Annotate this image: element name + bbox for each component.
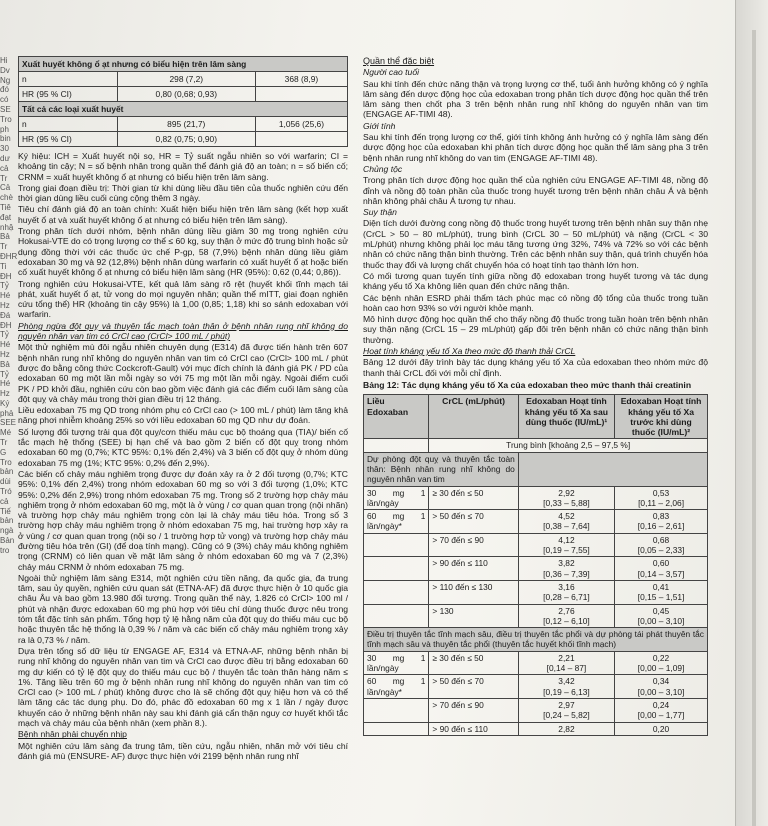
crcl-cell: ≥ 30 đến ≤ 50 [429,651,518,675]
margin-fragment: Hé [0,340,11,350]
crcl-cell: > 50 đến ≤ 70 [429,675,518,699]
post-value: 2,97 [558,699,575,710]
margin-fragment: Tro [0,114,12,124]
column-header: Edoxaban Hoạt tính kháng yếu tố Xa trước khi dùng thuốc (IU/mL)² [615,395,708,439]
table-cell: 1,056 (25,6) [255,117,347,132]
post-ci: [0,14 – 87] [546,663,587,674]
paragraph: Trong giai đoạn điều trị: Thời gian từ khi dùng liều đầu tiên của thuốc nghiên cứu đến thời gian dùng liều cuối cùng cộng thêm 3 ngày. [18,182,348,204]
paragraph: Sau khi tính đến trọng lượng cơ thể, giới tính không ảnh hưởng có ý nghĩa lâm sàng đến dược động học của edoxaban khi phân tích dược động học quần thể lâm sàng pha 3 trên bệnh nhân rung nhĩ không do van tim (ENGAGE AF-TIMI 48). [363,132,708,163]
margin-fragment: nhậ [0,222,14,232]
margin-fragment: Bản [0,536,15,546]
pre-ci: [0,00 – 1,09] [637,663,685,674]
dose-cell [364,557,429,581]
page-edge-line [752,30,756,826]
margin-fragment: Ng [0,75,11,85]
table-row [364,510,708,534]
post-value: 3,82 [558,558,575,569]
subheading: Hoạt tính kháng yếu tố Xa theo mức độ thanh thải CrCL [363,346,576,357]
pre-value: 0,41 [652,581,670,592]
pre-value-cell [615,651,708,675]
margin-fragment: Dv [0,65,10,75]
post-value-cell [518,486,614,510]
pre-value-cell [615,580,708,604]
post-ci: [0,12 – 6,10] [543,615,590,626]
margin-fragment: ĐHR [0,251,18,261]
subheading: Chủng tộc [363,163,403,174]
table-cell: 0,80 (0,68; 0,93) [117,87,255,102]
crcl-cell: > 90 đến ≤ 110 [429,557,518,581]
abbreviation-note: Ký hiệu: ICH = Xuất huyết nội sọ, HR = Tỷ suất ngẫu nhiên so với warfarin; CI = khoảng tin cậy; N = số bệnh nhân trong quần thể đánh giá độ an toàn; n = số biến cố; CRNM = xuất huyết không ổ ạt nhưng có biểu hiện trên lâm sàng. [18,151,348,182]
pre-value: 0,53 [652,487,670,498]
margin-fragment: ĐH [0,320,12,330]
margin-fragment: Cả [0,183,11,193]
subheading: Suy thận [363,207,397,218]
post-value-cell [518,698,614,722]
margin-fragment: ĐH [0,271,12,281]
pre-ci: [0,16 – 2,61] [637,521,685,532]
paragraph: Số lượng đối tượng trải qua đột quỵ/cơn thiếu máu cục bộ thoáng qua (TIA)/ biến cố tắc mạch hệ thống (SEE) bị hạn chế và bao gồm 2 biến cố đột quỵ trong nhóm edoxaban 60 mg (0,7%; KTC 95%: 0,1% đến 2,4%) và 3 biến cố đột quỵ ở nhóm dùng edoxaban 75 mg (1%; KTC 95%: 0,2% đến 2,9%). [18,426,348,468]
paragraph: Một nghiên cứu lâm sàng đa trung tâm, tiền cứu, ngẫu nhiên, nhãn mở với tiêu chí đánh giá mù (ENSURE- AF) được thực hiện với 2199 bệnh nhân rung nhĩ [18,740,348,761]
margin-fragment: Hi [0,56,8,65]
paragraph: Tiêu chí đánh giá độ an toàn chính: Xuất hiện biểu hiện trên lâm sàng (kết hợp xuất huyết ổ ạt và xuất huyết không ổ ạt nhưng có biểu hiện trên lâm sàng). [18,204,348,225]
table-row [19,87,348,102]
pre-value: 0,34 [652,676,670,687]
margin-fragment: Tỷ [0,330,9,340]
post-ci: [0,19 – 6,13] [543,686,590,697]
pre-ci: [0,00 – 3,10] [637,615,685,626]
post-value: 3,42 [558,676,575,687]
table-cell: HR (95 % CI) [19,87,118,102]
margin-fragment: Hé [0,291,11,301]
paragraph: Có mối tương quan tuyến tính giữa nồng độ edoxaban trong huyết tương và tác dụng kháng yếu tố Xa không liên quan đến chức năng thận. [363,270,708,292]
pre-value-cell [615,722,708,735]
paragraph: Một thử nghiệm mù đôi ngẫu nhiên chuyên dụng (E314) đã được tiến hành trên 607 bệnh nhân rung nhĩ không do nguyên nhân van tim có CrCl cao (CrCl> 100 mL / phút được đo bằng công thức Cockcroft-Gault) với mục đích chính là đánh giá PK / PD của edoxaban 60 mg một lần mỗi ngày so với 75 mg một lần mỗi ngày. Ngoài điểm cuối PK / PD khởi đầu, nghiên cứu còn bao gồm việc đánh giá các điểm cuối lâm sàng của đột quỵ và chảy máu trong thời gian điều trị 12 tháng. [18,342,348,404]
section-heading: Quần thể đặc biệt [363,56,435,66]
margin-fragment: đạt [0,212,12,222]
dose-cell [364,698,429,722]
dose-cell [364,722,429,735]
post-value-cell [518,557,614,581]
margin-fragment: Tro [0,457,12,467]
crcl-cell: > 70 đến ≤ 90 [429,698,518,722]
post-value: 2,92 [558,487,575,498]
dose-cell: 30 mg 1 lần/ngày [364,486,429,510]
crcl-cell: > 50 đến ≤ 70 [429,510,518,534]
table-row [364,580,708,604]
margin-fragment: Tr [0,242,8,252]
table-cell: n [19,117,118,132]
pre-value-cell [615,533,708,557]
table-row [364,675,708,699]
subheading: Giới tính [363,120,396,131]
left-margin-fragments [0,56,18,826]
paragraph: Trong phân tích dược động học quần thể của nghiên cứu ENGAGE AF-TIMI 48, nồng độ đỉnh và nồng độ toàn phần của thuốc trong huyết tương trên bệnh nhân châu Á và bệnh nhân không phải châu Á tương tự nhau. [363,175,708,206]
column-header: Edoxaban Hoạt tính kháng yếu tố Xa sau dùng thuốc (IU/mL)¹ [518,395,614,439]
margin-fragment: ph [0,124,9,134]
table-section-label: Xuất huyết không ổ ạt nhưng có biểu hiện trên lâm sàng [19,57,348,72]
table-section-label: Điều trị thuyên tắc tĩnh mạch sâu, điều trị thuyên tắc phổi và dự phòng tái phát thuyên tắc tĩnh mạch sâu và thuyên tắc phổi (thuyên tắc huyết khối tĩnh mạch) [364,628,708,652]
table-row [19,117,348,132]
table-row [364,486,708,510]
margin-fragment: Tr [0,438,8,448]
pre-value-cell [615,604,708,628]
post-ci: [0,36 – 7,39] [543,568,590,579]
margin-fragment: đó [0,85,9,95]
dose-cell [364,580,429,604]
table-row [19,132,348,147]
post-ci: [0,38 – 7,64] [543,521,590,532]
margin-fragment: SEE [0,418,17,428]
table-row [19,102,348,117]
pre-value: 0,20 [652,723,670,734]
post-ci: [0,24 – 5,82] [543,710,590,721]
margin-fragment: Tr [0,173,8,183]
paragraph: Bảng 12 dưới đây trình bày tác dụng kháng yếu tố Xa của edoxaban theo nhóm mức độ thanh thải CrCL đối với mỗi chỉ định. [363,357,708,378]
table-header-row [364,395,708,439]
margin-fragment: Tiế [0,506,11,516]
margin-fragment: cả [0,163,9,173]
margin-fragment: dư [0,153,10,163]
pre-value: 0,68 [652,534,670,545]
section-heading: Bệnh nhân phải chuyển nhịp [18,729,127,740]
column-header: Liều Edoxaban [364,395,429,439]
post-value: 2,76 [558,605,575,616]
pre-ci: [0,11 – 2,06] [638,497,685,508]
post-value: 2,82 [558,723,575,734]
pre-value-cell [615,675,708,699]
pre-value-cell [615,557,708,581]
margin-fragment: Tiê [0,202,11,212]
margin-fragment: dùi [0,477,11,487]
margin-fragment: bin [0,134,11,144]
column-header: CrCL (mL/phút) [429,395,518,439]
paragraph: Mô hình dược động học quần thể cho thấy nồng độ thuốc trong tuần hoàn trên bệnh nhân suy thận nặng (CrCL 15 – 29 mL/phút) gấp đôi trên bệnh nhân có chức năng thận bình thường. [363,314,708,345]
dose-cell: 30 mg 1 lần/ngày [364,651,429,675]
post-value-cell [518,604,614,628]
post-ci: [0,28 – 6,71] [543,592,590,603]
crcl-cell: > 90 đến ≤ 110 [429,722,518,735]
margin-fragment: phả [0,408,14,418]
margin-fragment: Ti [0,261,7,271]
table-cell [255,87,347,102]
bleeding-table [18,56,348,147]
table-cell: n [19,72,118,87]
post-value-cell [518,510,614,534]
table-caption: Bảng 12: Tác dụng kháng yếu tố Xa của edoxaban theo mức thanh thải creatinin [363,379,692,390]
table-row [364,452,708,486]
paragraph: Trong phân tích dưới nhóm, bệnh nhân dùng liều giảm 30 mg trong nghiên cứu Hokusai-VTE do có trọng lượng cơ thể ≤ 60 kg, suy thận ở mức độ trung bình hoặc sử dụng đồng thời với các thuốc ức chế P-gp, 58 (7,9%) bệnh nhân dùng liều giảm edoxaban 30 mg và 92 (12,8%) bệnh nhân dùng warfarin có xuất huyết ổ ạt hoặc biến cố xuất huyết không ổ ạt nhưng có biểu hiện lâm sàng (HR (95%): 0,62 (0,44; 0,86)). [18,226,348,278]
table-cell: 298 (7,2) [117,72,255,87]
post-ci: [0,33 – 5,88] [543,497,590,508]
post-value: 3,16 [558,581,575,592]
pre-ci: [0,05 – 2,33] [637,545,685,556]
paragraph: Các biến cố chảy máu nghiêm trọng được dự đoán xảy ra ở 2 đối tượng (0,7%; KTC 95%: 0,1% đến 2,4%) trong nhóm edoxaban 60 mg so với 3 đối tượng (1,0%; KTC 95%: 0,2% đến 2,9%) trong nhóm edoxaban 75 mg. Trong số 2 trường hợp chảy máu nghiêm trọng ở nhóm edoxaban 60 mg, một là ở vùng / cơ quan quan trọng (nội nhãn) và trường hợp chảy máu nghiêm trọng còn lại là chảy máu tiêu hóa. Trong số 3 trường hợp chảy máu nghiêm trọng ở nhóm edoxaban 75 mg, hai trường hợp xảy ra ở vùng / cơ quan quan trọng (nội sọ / 1 trường hợp tử vong) và trường hợp chảy máu đường tiêu hóa trên (GI) (để doạ tính mạng). Cũng có 9 (3%) chảy máu không nghiêm trọng (CRNM) có liên quan về mặt lâm sàng ở nhóm edoxaban 60 mg và 7 (2,3%) chảy máu CRNM ở nhóm edoxaban 75 mg. [18,468,348,572]
table-row [19,57,348,72]
paragraph: Trong nghiên cứu Hokusai-VTE, kết quả lâm sàng rõ rệt (huyết khối tĩnh mạch tái phát, xuất huyết ổ ạt, tử vong do mọi nguyên nhân; quần thể mITT, giai đoạn nghiên cứu tổng thể) HR (khoảng tin cậy 95%) là 1,00 (0,85; 1,18) khi so sánh edoxaban với warfarin. [18,278,348,320]
table-cell [255,132,347,147]
section-heading: Phòng ngừa đột quỵ và thuyên tắc mạch toàn thân ở bệnh nhân rung nhĩ không do nguyên nhân van tim có CrCl cao (CrCl> 100 mL / phút) [18,320,348,342]
pre-value-cell [615,510,708,534]
post-value-cell [518,580,614,604]
paragraph: Dựa trên tổng số dữ liệu từ ENGAGE AF, E314 và ETNA-AF, những bệnh nhân bị rung nhĩ không do nguyên nhân van tim và CrCl cao được điều trị bằng edoxaban 60 mg dự kiến có tỷ lệ đột quỵ do thiếu máu cục bộ / thuyên tắc toàn thân hàng năm ≤ 1%. Tăng liều trên 60 mg ở bệnh nhân rung nhĩ không do nguyên nhân van tim có CrCl cao (> 100 mL / phút) không được cho là sẽ chống đột quỵ hiệu hơn và có thể làm tăng các tác dụng phụ. Do đó, phác đồ edoxaban 60 mg x 1 lần / ngày được khuyến cáo ở những bệnh nhân này sau khi đánh giá cẩn thận nguy cơ huyết khối tắc mạch và chảy máu của bệnh nhân (xem phần 8.). [18,645,348,729]
table-row [19,72,348,87]
dose-cell [364,604,429,628]
table-row [364,698,708,722]
margin-fragment: Tró [0,487,12,497]
crcl-cell: ≥ 30 đến ≤ 50 [429,486,518,510]
table-row [364,628,708,652]
paragraph: Liều edoxaban 75 mg QD trong nhóm phụ có CrCl cao (> 100 mL / phút) làm tăng khả năng phơi nhiễm khoảng 25% so với liều edoxaban 60 mg QD như dự đoán. [18,405,348,426]
paragraph: Ngoài thử nghiệm lâm sàng E314, một nghiên cứu tiền năng, đa quốc gia, đa trung tâm, sau ủy quyền, nghiên cứu quan sát (ETNA-AF) đã được thực hiện ở 10 quốc gia châu Âu và bao gồm 13.980 đối tượng. Trong quần thể này, 1.826 có CrCl> 100 ml / phút và nhận được edoxaban 60 mg phù hợp với tiêu chí dùng thuốc được nêu trong tóm tắt đặc tính sản phẩm. Tổng hợp tỷ lệ hằng năm của đột quỵ do thiếu máu cục bộ hoặc thuyên tắc hệ thống là 0,39 % / năm và các biến cố chảy máu nghiêm trọng xảy ra là 0,73 % / năm. [18,572,348,645]
table-cell: HR (95 % CI) [19,132,118,147]
table-row [364,722,708,735]
right-column [363,56,708,826]
pre-value: 0,60 [652,558,670,569]
pre-value: 0,45 [652,605,670,616]
pre-ci: [0,00 – 3,10] [637,686,685,697]
paragraph: Các bệnh nhân ESRD phải thẩm tách phúc mạc có nồng độ tổng của thuốc trong tuần hoàn cao hơn 93% so với người khỏe mạnh. [363,292,708,313]
crcl-cell: > 110 đến ≤ 130 [429,580,518,604]
margin-fragment: Tỷ [0,281,9,291]
crcl-cell: > 70 đến ≤ 90 [429,533,518,557]
margin-fragment: bản [0,467,14,477]
post-value-cell [518,722,614,735]
table-cell [518,452,707,486]
table-cell [364,439,429,452]
pre-ci: [0,00 – 1,77] [637,710,685,721]
table-row [364,557,708,581]
margin-fragment: ngà [0,526,14,536]
pre-value-cell [615,698,708,722]
margin-fragment: Đá [0,310,11,320]
margin-fragment: tro [0,545,10,555]
margin-fragment: Tỷ [0,369,9,379]
margin-fragment: bản [0,516,14,526]
post-value: 4,12 [558,534,575,545]
post-value: 4,52 [558,511,575,522]
table-cell: 368 (8,9) [255,72,347,87]
margin-fragment: Hz [0,349,10,359]
table-section-label: Dự phòng đột quỵ và thuyên tắc toàn thân: Bệnh nhân rung nhĩ không do nguyên nhân van tim [364,452,519,486]
margin-fragment: SE [0,104,11,114]
dose-cell: 60 mg 1 lần/ngày* [364,675,429,699]
table-body-vte [364,651,708,735]
margin-fragment: Hz [0,389,10,399]
post-ci: [0,19 – 7,55] [543,545,590,556]
table-row [364,651,708,675]
table-cell: 0,82 (0,75; 0,90) [117,132,255,147]
table-cell: 895 (21,7) [117,117,255,132]
pre-value-cell [615,486,708,510]
pre-ci: [0,14 – 3,57] [637,568,685,579]
table-row [364,533,708,557]
post-value: 2,21 [558,652,575,663]
margin-fragment: Bả [0,232,10,242]
margin-fragment: cả [0,496,9,506]
table-row [364,604,708,628]
paragraph: Sau khi tính đến chức năng thận và trọng lượng cơ thể, tuổi ảnh hưởng không có ý nghĩa lâm sàng đến dược động học của edoxaban trong phân tích dược động học quần thể trên lâm sàng then chốt pha 3 trên bệnh nhân rung nhĩ không do nguyên nhân van tim (ENGAGE AF-TIMI 48). [363,78,708,120]
dose-cell: 60 mg 1 lần/ngày* [364,510,429,534]
margin-fragment: chè [0,193,13,203]
table-row [364,439,708,452]
pre-value: 0,24 [652,699,670,710]
paragraph: Diện tích dưới đường cong nồng độ thuốc trong huyết tương trên bệnh nhân suy thận nhẹ (CrCL > 50 – 80 mL/phút), trung bình (CrCL 30 – 50 mL/phút) và nặng (CrCL < 30 mL/phút) nhưng không phải lọc máu tăng tương ứng 32%, 74% và 72% so với các bệnh nhân có chức năng thận bình thường. Trên các bệnh nhân suy thận, quá trình chuyển hóa thuốc thay đổi và lượng chất chuyển hóa có hoạt tính tạo thành lớn hơn. [363,218,708,270]
margin-fragment: Ký [0,398,10,408]
pre-value: 0,83 [652,511,670,522]
table-section-label: Tất cả các loại xuất huyết [19,102,348,117]
margin-fragment: Mé [0,428,12,438]
pre-value: 0,22 [652,652,670,663]
subheading: Người cao tuổi [363,67,420,78]
anti-xa-table [363,394,708,736]
dose-cell [364,533,429,557]
margin-fragment: Hz [0,300,10,310]
post-value-cell [518,651,614,675]
margin-fragment: 30 [0,144,9,154]
left-column [18,56,348,826]
pre-ci: [0,15 – 1,51] [637,592,685,603]
range-label: Trung bình [khoảng 2,5 – 97,5 %] [429,439,708,452]
margin-fragment: G [0,447,7,457]
post-value-cell [518,675,614,699]
margin-fragment: Bả [0,359,10,369]
table-body-af [364,486,708,628]
post-value-cell [518,533,614,557]
crcl-cell: > 130 [429,604,518,628]
margin-fragment: có [0,95,9,105]
margin-fragment: Hé [0,379,11,389]
